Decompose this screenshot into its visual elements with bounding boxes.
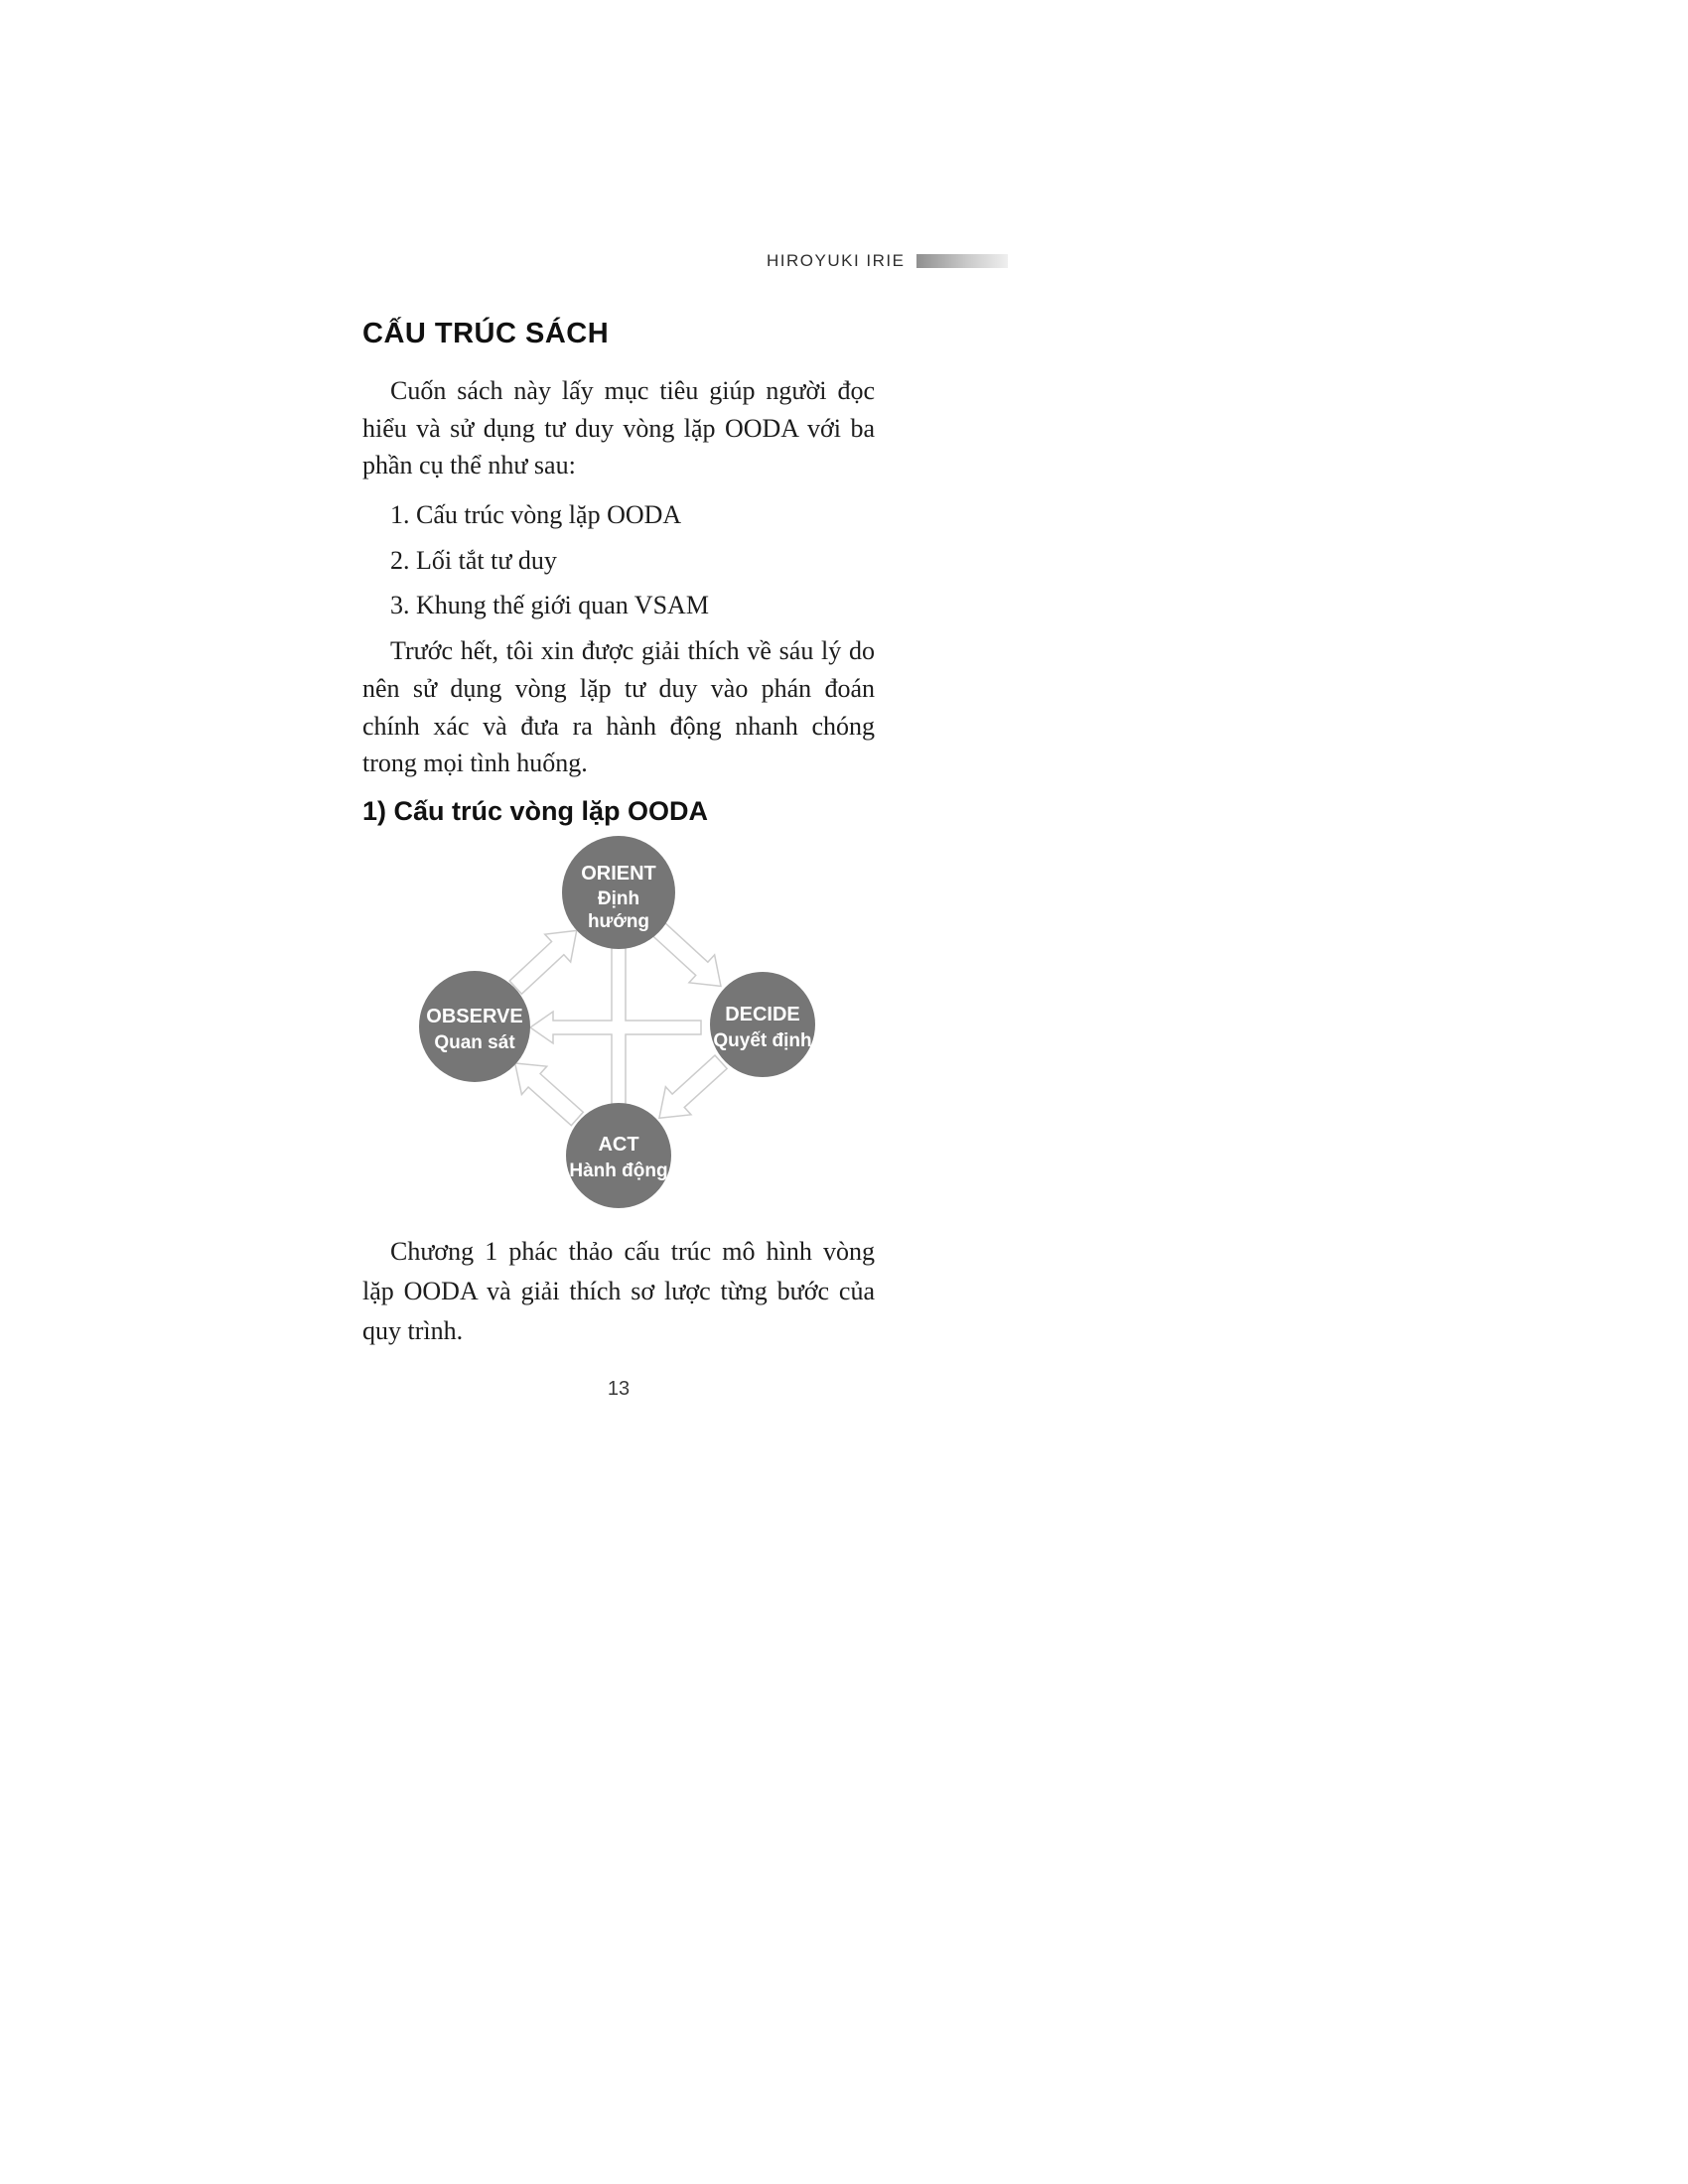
list-item: 2. Lối tắt tư duy <box>390 545 557 575</box>
decide-label-vi: Quyết định <box>713 1029 812 1051</box>
act-label-vi: Hành động <box>569 1160 668 1181</box>
intro-paragraph: Cuốn sách này lấy mục tiêu giúp người đọc hiểu và sử dụng tư duy vòng lặp OODA với ba phần cụ thể như sau: <box>362 376 875 480</box>
list-item: 3. Khung thế giới quan VSAM <box>390 591 709 620</box>
decide-label-en: DECIDE <box>725 1003 800 1025</box>
author-name: HIROYUKI IRIE <box>767 251 906 270</box>
closing-paragraph: Chương 1 phác thảo cấu trúc mô hình vòng lặp OODA và giải thích sơ lược từng bước của quy trình. <box>362 1236 875 1346</box>
text-column <box>362 318 875 1401</box>
sub-heading: 1) Cấu trúc vòng lặp OODA <box>362 795 709 826</box>
arrow-decide-to-act-icon <box>646 1048 734 1133</box>
observe-label-en: OBSERVE <box>426 1005 523 1027</box>
running-header <box>767 251 1008 271</box>
act-node <box>566 1103 671 1208</box>
page-number: 13 <box>607 1377 631 1400</box>
list-item: 1. Cấu trúc vòng lặp OODA <box>390 500 682 530</box>
orient-label-vi2: hướng <box>587 910 650 932</box>
numbered-list <box>362 496 875 624</box>
ooda-loop-diagram <box>414 833 823 1222</box>
body-paragraph: Trước hết, tôi xin được giải thích về sáu lý do nên sử dụng vòng lặp tư duy vào phán đoán chính xác và đưa ra hành động nhanh chóng trong mọi tình huống. <box>362 636 875 778</box>
orient-label-vi1: Định <box>597 887 640 909</box>
header-gradient-bar <box>916 254 1008 268</box>
observe-label-vi: Quan sát <box>434 1031 515 1053</box>
orient-label-en: ORIENT <box>581 862 656 885</box>
act-label-en: ACT <box>598 1133 639 1156</box>
section-title: CẤU TRÚC SÁCH <box>362 318 610 349</box>
